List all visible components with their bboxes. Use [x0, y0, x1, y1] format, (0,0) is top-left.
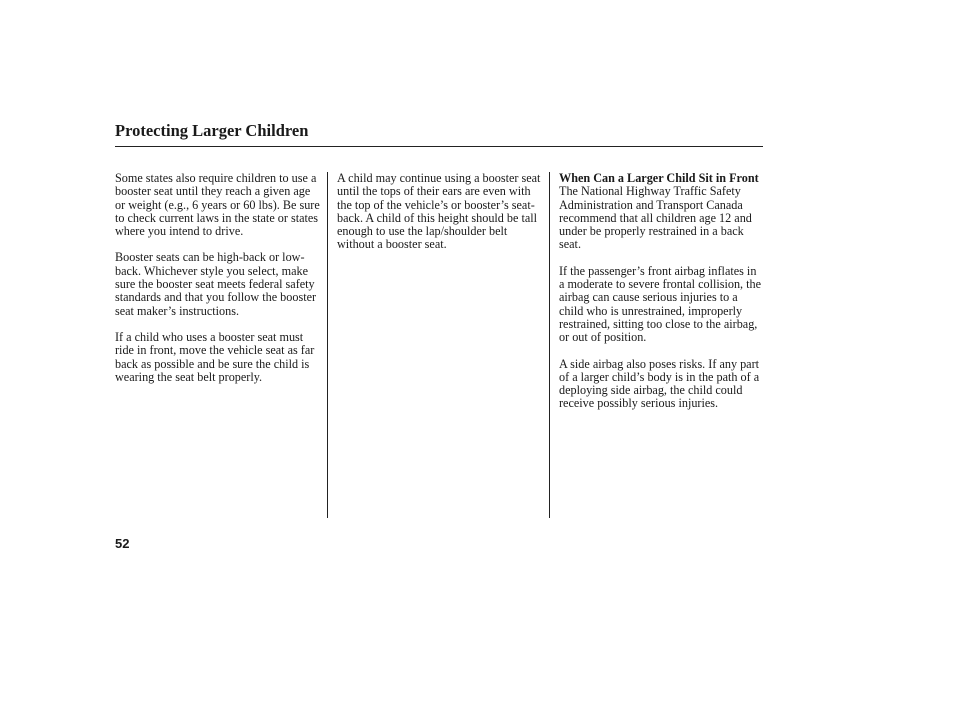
column-divider-right [549, 172, 550, 518]
column-divider-left [327, 172, 328, 518]
page-title: Protecting Larger Children [115, 121, 309, 140]
page-number: 52 [115, 536, 130, 551]
paragraph-booster-types: Booster seats can be high-back or low-back. Whichever style you select, make sure the booster seat meets federal safety standards and that you follow the booster seat maker’s instructions. [115, 250, 317, 318]
paragraph-front-seat-booster: If a child who uses a booster seat must ride in front, move the vehicle seat as far back as possible and be sure the child is wearing the seat belt properly. [115, 329, 315, 384]
paragraph-booster-height: A child may continue using a booster seat until the tops of their ears are even with the top of the vehicle’s or booster’s seat-back. A child of this height should be tall enough to use the lap/shoulder belt without a booster seat. [337, 171, 541, 252]
subheading-front-seat: When Can a Larger Child Sit in Front [559, 171, 759, 185]
paragraph-front-airbag-risk: If the passenger’s front airbag inflates in a moderate to severe frontal collision, the airbag can cause serious injuries to a child who is unrestrained, improperly restrained, sitting too close to the airbag, or out of position. [559, 263, 762, 345]
paragraph-booster-laws: Some states also require children to use a booster seat until they reach a given age or weight (e.g., 6 years or 60 lbs). Be sure to check current laws in the state or states where you intend to drive. [115, 171, 320, 239]
paragraph-side-airbag-risk: A side airbag also poses risks. If any part of a larger child’s body is in the path of a deploying side airbag, the child could receive possibly serious injuries. [559, 356, 760, 411]
left-column [115, 172, 323, 397]
right-column [559, 172, 763, 424]
middle-column [337, 172, 542, 265]
title-divider [115, 146, 763, 147]
paragraph-nhtsa-recommendation: The National Highway Traffic Safety Administration and Transport Canada recommend that all children age 12 and under be properly restrained in a back seat. [559, 184, 752, 252]
